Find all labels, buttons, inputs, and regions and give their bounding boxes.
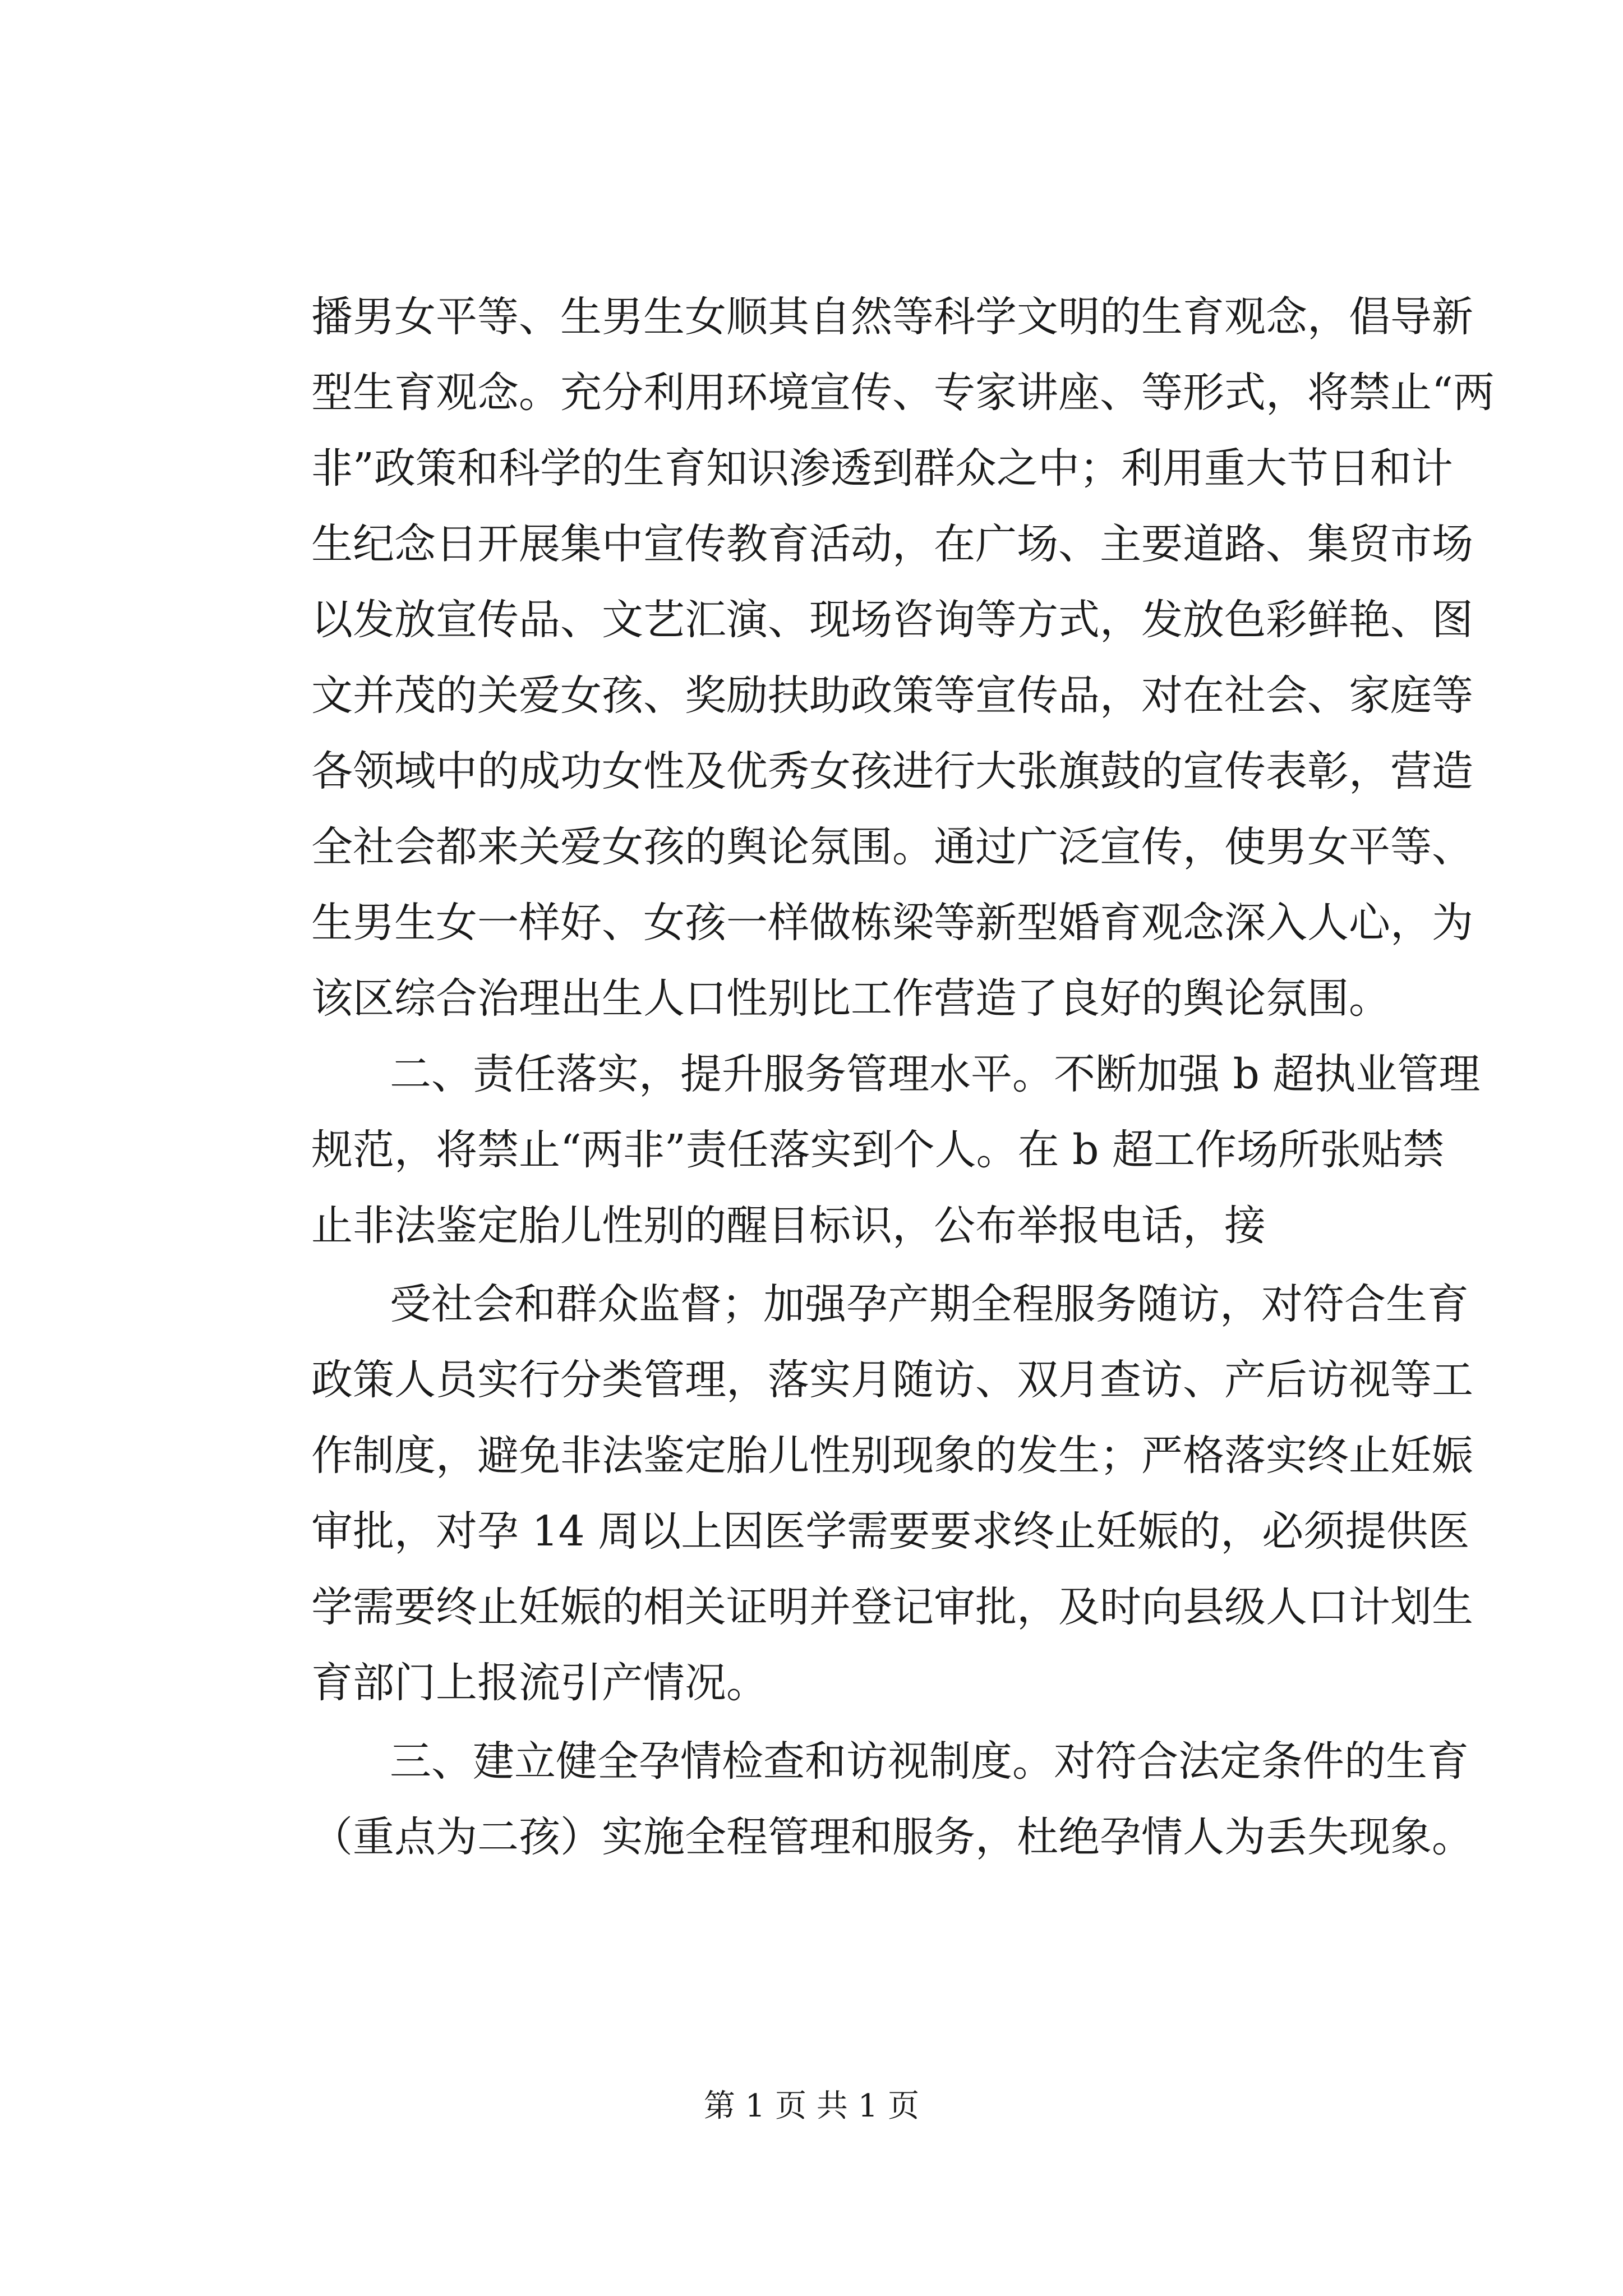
text-line: 该区综合治理出生人口性别比工作营造了良好的舆论氛围。 [311,974,1390,1023]
text-line: 受社会和群众监督；加强孕产期全程服务随访，对符合生育 [390,1280,1469,1328]
text-line: 政策人员实行分类管理，落实月随访、双月查访、产后访视等工 [311,1356,1473,1404]
text-line: 型生育观念。充分利用环境宣传、专家讲座、等形式，将禁止“两 [311,369,1495,417]
text-line: 全社会都来关爱女孩的舆论氛围。通过广泛宣传，使男女平等、 [311,823,1473,871]
text-line: 以发放宣传品、文艺汇演、现场咨询等方式，发放色彩鲜艳、图 [311,596,1473,644]
text-line: 规范，将禁止“两非”责任落实到个人。在 b 超工作场所张贴禁 [311,1126,1445,1174]
text-line: 生纪念日开展集中宣传教育活动，在广场、主要道路、集贸市场 [311,520,1473,568]
page-footer: 第 1 页 共 1 页 [703,2088,920,2124]
text-line: 文并茂的关爱女孩、奖励扶助政策等宣传品，对在社会、家庭等 [311,671,1473,720]
text-line: 三、建立健全孕情检查和访视制度。对符合法定条件的生育 [390,1737,1469,1786]
text-line: 播男女平等、生男生女顺其自然等科学文明的生育观念，倡导新 [311,293,1473,341]
text-line: 育部门上报流引产情况。 [311,1659,768,1707]
text-line: （重点为二孩）实施全程管理和服务，杜绝孕情人为丢失现象。 [311,1813,1473,1861]
text-line: 止非法鉴定胎儿性别的醒目标识，公布举报电话，接 [311,1202,1266,1250]
text-line: 审批，对孕 14 周以上因医学需要要求终止妊娠的，必须提供医 [311,1507,1470,1556]
text-line: 非”政策和科学的生育知识渗透到群众之中；利用重大节日和计 [311,444,1453,493]
text-line: 作制度，避免非法鉴定胎儿性别现象的发生；严格落实终止妊娠 [311,1432,1473,1480]
text-line: 生男生女一样好、女孩一样做栋梁等新型婚育观念深入人心，为 [311,899,1473,947]
text-line: 各领域中的成功女性及优秀女孩进行大张旗鼓的宣传表彰，营造 [311,747,1473,795]
text-line: 二、责任落实，提升服务管理水平。不断加强 b 超执业管理 [390,1050,1481,1098]
text-line: 学需要终止妊娠的相关证明并登记审批，及时向县级人口计划生 [311,1583,1473,1631]
